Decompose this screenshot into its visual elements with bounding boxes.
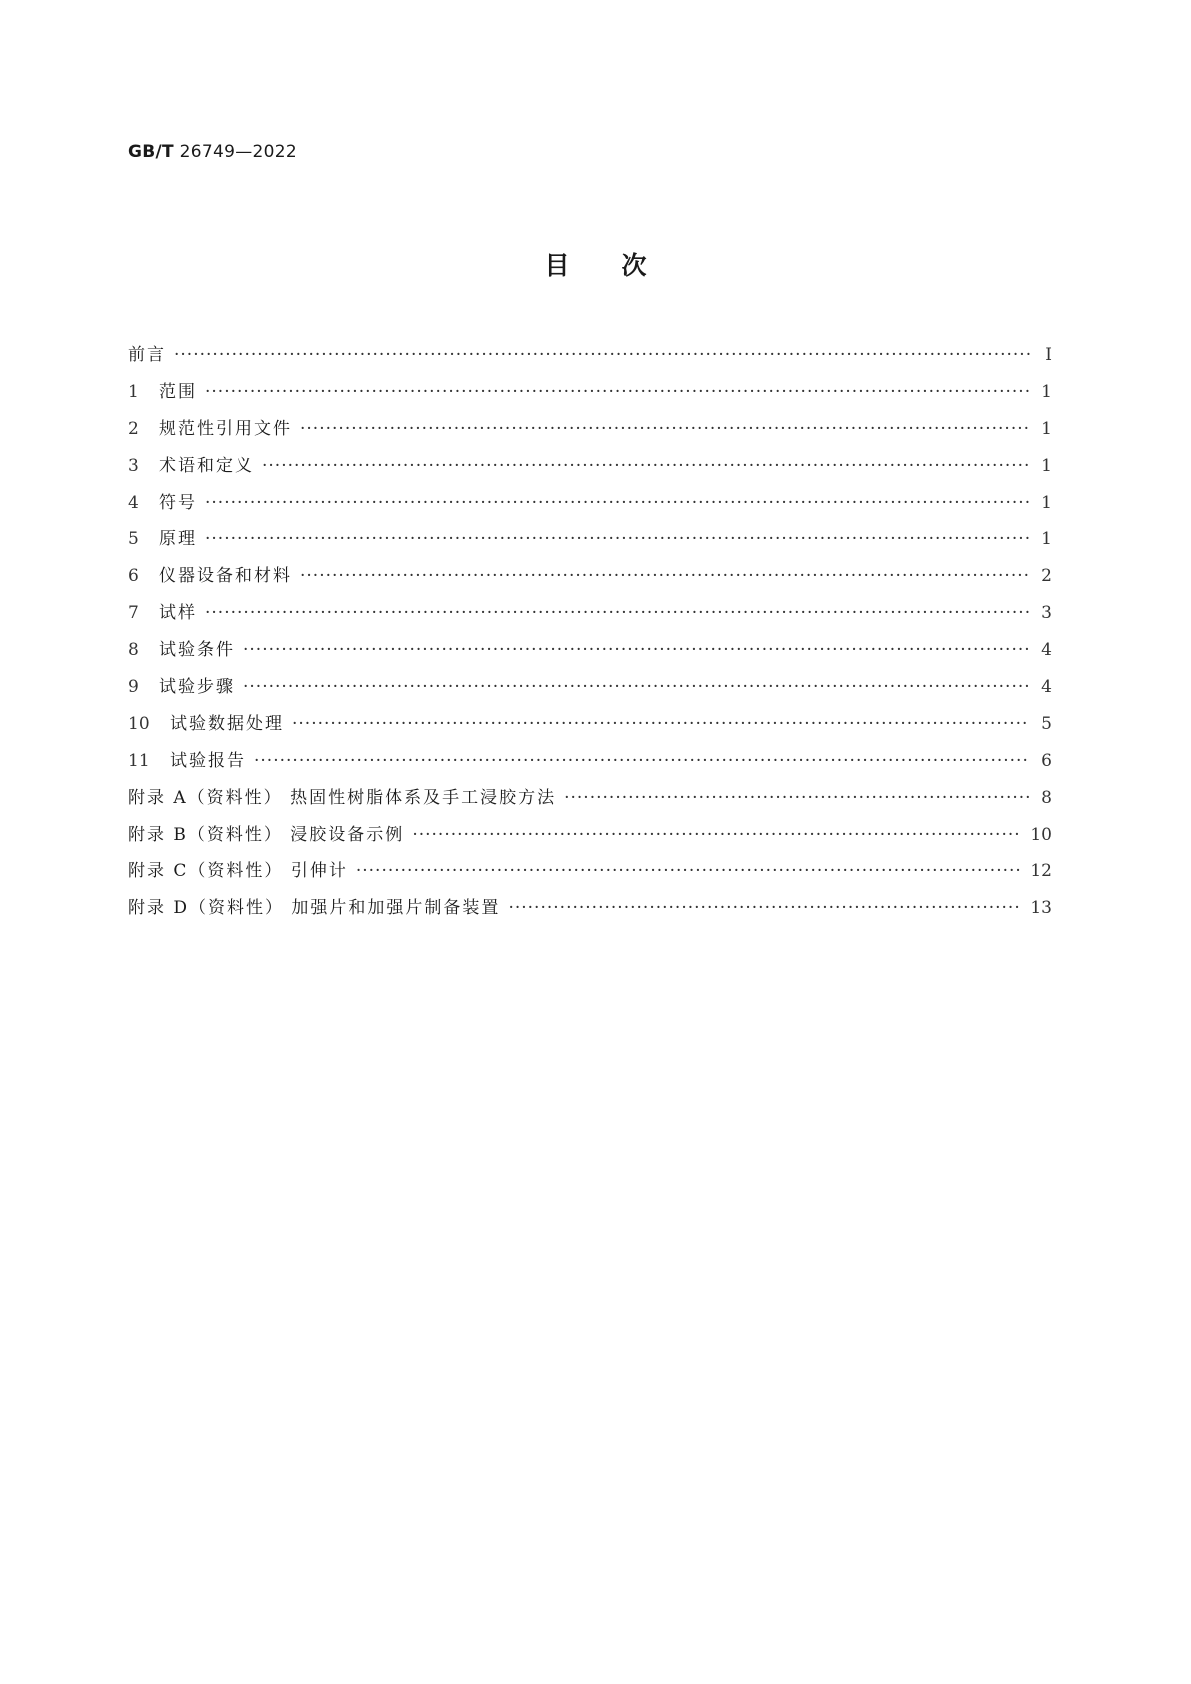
toc-leader-dots	[243, 640, 1030, 660]
toc-entry-page: 6	[1041, 750, 1052, 771]
toc-entry-number: 6	[128, 566, 139, 587]
toc-entry-8[interactable]	[128, 635, 1052, 672]
document-code	[128, 142, 297, 162]
toc-entry-number: 11	[128, 750, 150, 771]
toc-entry-page: 12	[1030, 861, 1052, 882]
toc-entry-11[interactable]	[128, 746, 1052, 783]
toc-entry-page: 1	[1041, 529, 1052, 550]
toc-entry-3[interactable]	[128, 451, 1052, 488]
toc-entry-page: 5	[1041, 713, 1052, 734]
toc-entry-page: 3	[1041, 603, 1052, 624]
toc-leader-dots	[174, 345, 1030, 365]
toc-entry-label: 试验数据处理	[170, 713, 284, 734]
standard-prefix: GB/T	[128, 142, 174, 162]
toc-leader-dots	[508, 898, 1022, 918]
toc-entry-annex-a[interactable]	[128, 783, 1052, 820]
toc-entry-page: 10	[1030, 824, 1052, 845]
toc-entry-10[interactable]	[128, 709, 1052, 746]
toc-entry-7[interactable]	[128, 598, 1052, 635]
toc-entry-label: 试验报告	[170, 750, 246, 771]
toc-leader-dots	[356, 861, 1023, 881]
toc-entry-label: 附录 A（资料性） 热固性树脂体系及手工浸胶方法	[128, 787, 557, 808]
toc-entry-number: 9	[128, 677, 139, 698]
toc-entry-label: 术语和定义	[159, 455, 254, 476]
toc-entry-label: 仪器设备和材料	[159, 566, 292, 587]
toc-leader-dots	[243, 677, 1030, 697]
toc-entry-number: 8	[128, 640, 139, 661]
toc-entry-page: 4	[1041, 640, 1052, 661]
toc-entry-number: 4	[128, 492, 139, 513]
toc-entry-label: 附录 B（资料性） 浸胶设备示例	[128, 824, 405, 845]
toc-entry-number: 5	[128, 529, 139, 550]
toc-leader-dots	[254, 751, 1030, 771]
toc-entry-page: 1	[1041, 455, 1052, 476]
toc-entry-label: 试样	[159, 603, 197, 624]
toc-entry-label: 符号	[159, 492, 197, 513]
toc-leader-dots	[205, 493, 1030, 513]
toc-leader-dots	[412, 825, 1022, 845]
toc-entry-page: 8	[1041, 787, 1052, 808]
toc-entry-annex-d[interactable]	[128, 893, 1052, 930]
toc-entry-foreword[interactable]	[128, 340, 1052, 377]
toc-entry-number: 2	[128, 418, 139, 439]
toc-leader-dots	[300, 419, 1030, 439]
toc-entry-label: 原理	[159, 529, 197, 550]
toc-entry-page: 1	[1041, 381, 1052, 402]
table-of-contents	[128, 340, 1052, 930]
toc-entry-page: 4	[1041, 677, 1052, 698]
toc-entry-9[interactable]	[128, 672, 1052, 709]
toc-leader-dots	[292, 714, 1030, 734]
page-title: 目次	[544, 251, 699, 280]
toc-entry-number: 10	[128, 713, 150, 734]
toc-entry-label: 附录 C（资料性） 引伸计	[128, 861, 348, 882]
toc-leader-dots	[205, 382, 1030, 402]
toc-entry-label: 规范性引用文件	[159, 418, 292, 439]
toc-entry-label: 附录 D（资料性） 加强片和加强片制备装置	[128, 898, 501, 919]
toc-leader-dots	[205, 529, 1030, 549]
toc-entry-label: 前言	[128, 345, 166, 365]
toc-entry-number: 7	[128, 603, 139, 624]
toc-leader-dots	[564, 788, 1030, 808]
toc-entry-5[interactable]	[128, 524, 1052, 561]
toc-entry-annex-c[interactable]	[128, 856, 1052, 893]
toc-leader-dots	[300, 566, 1030, 586]
toc-entry-page: 1	[1041, 418, 1052, 439]
toc-entry-number: 1	[128, 381, 139, 402]
toc-entry-annex-b[interactable]	[128, 820, 1052, 857]
toc-entry-page: 1	[1041, 492, 1052, 513]
toc-entry-6[interactable]	[128, 561, 1052, 598]
toc-entry-page: 13	[1030, 898, 1052, 919]
toc-entry-page: 2	[1041, 566, 1052, 587]
toc-entry-label: 试验步骤	[159, 677, 235, 698]
toc-entry-page: Ⅰ	[1045, 345, 1052, 365]
toc-entry-label: 范围	[159, 381, 197, 402]
toc-leader-dots	[205, 603, 1030, 623]
toc-entry-number: 3	[128, 455, 139, 476]
toc-entry-4[interactable]	[128, 488, 1052, 525]
toc-entry-2[interactable]	[128, 414, 1052, 451]
toc-leader-dots	[262, 456, 1030, 476]
standard-number: 26749—2022	[179, 142, 297, 162]
toc-entry-label: 试验条件	[159, 640, 235, 661]
toc-entry-1[interactable]	[128, 377, 1052, 414]
